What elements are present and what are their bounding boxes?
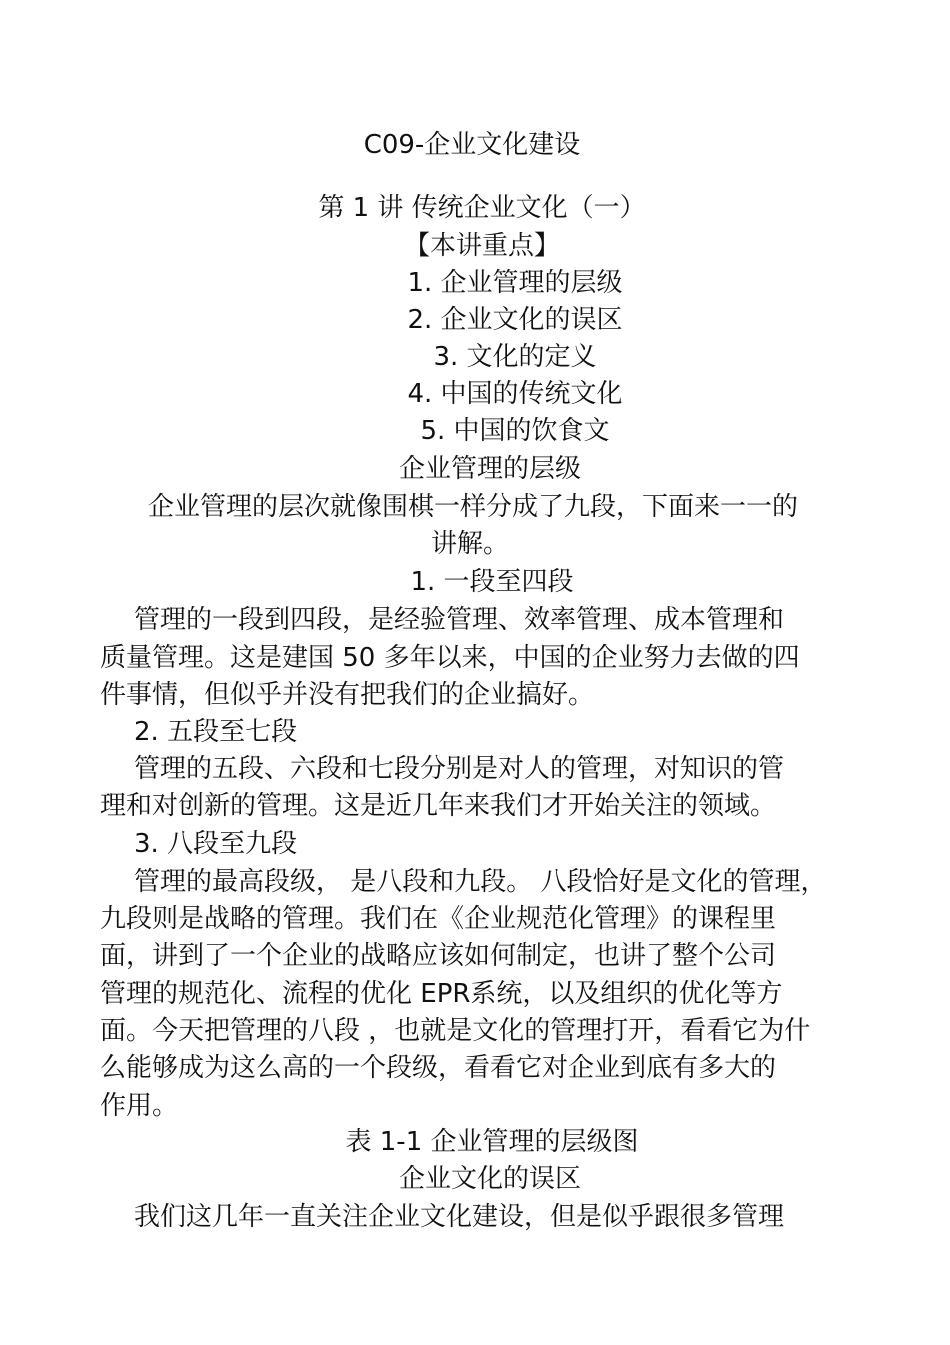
key-point-item: 2. 企业文化的误区 [407, 305, 623, 335]
paragraph-line: 面，讲到了一个企业的战略应该如何制定，也讲了整个公司 [100, 941, 777, 971]
paragraph-line: 么能够成为这么高的一个段级，看看它对企业到底有多大的 [100, 1053, 777, 1083]
paragraph-line: 讲解。 [430, 529, 509, 559]
subsection-heading: 1. 一段至四段 [410, 567, 574, 597]
paragraph-line: 理和对创新的管理。这是近几年来我们才开始关注的领域。 [100, 791, 777, 821]
paragraph-line: 我们这几年一直关注企业文化建设，但是似乎跟很多管理 [134, 1202, 785, 1232]
key-point-item: 3. 文化的定义 [433, 342, 597, 372]
paragraph-line: 面。今天把管理的八段 ，也就是文化的管理打开，看看它为什 [100, 1016, 811, 1046]
paragraph-line: 企业管理的层次就像围棋一样分成了九段，下面来一一的 [147, 492, 798, 522]
table-caption: 表 1-1 企业管理的层级图 [345, 1127, 639, 1157]
paragraph-line: 管理的最高段级， 是八段和九段。 八段恰好是文化的管理， [134, 867, 827, 897]
subsection-heading: 3. 八段至九段 [134, 829, 298, 859]
lecture-heading: 第 1 讲 传统企业文化（一） [318, 193, 646, 223]
key-point-item: 4. 中国的传统文化 [407, 379, 623, 409]
document-title: C09-企业文化建设 [363, 130, 581, 160]
paragraph-line: 管理的五段、六段和七段分别是对人的管理，对知识的管 [134, 754, 785, 784]
paragraph-line: 九段则是战略的管理。我们在《企业规范化管理》的课程里 [100, 904, 777, 934]
key-points-heading: 【本讲重点】 [403, 231, 560, 261]
subsection-heading: 2. 五段至七段 [134, 717, 298, 747]
section-heading: 企业管理的层级 [398, 454, 581, 484]
paragraph-line: 管理的规范化、流程的优化 EPR系统，以及组织的优化等方 [100, 979, 783, 1009]
key-point-item: 5. 中国的饮食文 [420, 416, 610, 446]
key-point-item: 1. 企业管理的层级 [407, 268, 623, 298]
paragraph-line: 件事情，但似乎并没有把我们的企业搞好。 [100, 680, 595, 710]
paragraph-line: 质量管理。这是建国 50 多年以来，中国的企业努力去做的四 [100, 643, 800, 673]
paragraph-line: 管理的一段到四段，是经验管理、效率管理、成本管理和 [134, 605, 785, 635]
section-heading: 企业文化的误区 [398, 1164, 581, 1194]
paragraph-line: 作用。 [100, 1091, 179, 1121]
